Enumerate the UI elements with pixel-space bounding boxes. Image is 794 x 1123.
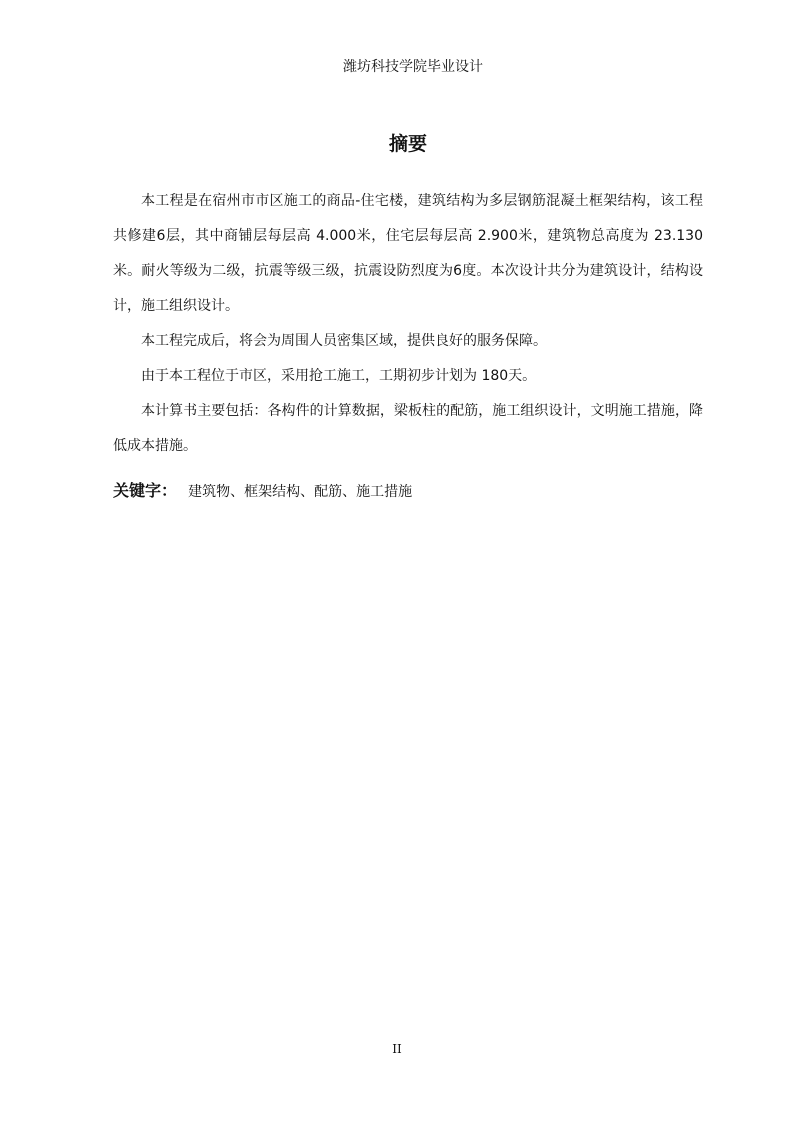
running-header: 潍坊科技学院毕业设计 bbox=[343, 59, 483, 75]
abstract-paragraph-3: 由于本工程位于市区，采用抢工施工，工期初步计划为 180天。 bbox=[141, 368, 537, 384]
abstract-paragraph-4: 本计算书主要包括：各构件的计算数据，梁板柱的配筋，施工组织设计，文明施工措施，降低成本措施。 bbox=[113, 403, 703, 454]
page-number: II bbox=[392, 1042, 402, 1056]
header-divider bbox=[113, 84, 713, 85]
abstract-title: 摘要 bbox=[388, 133, 427, 155]
abstract-paragraph-2: 本工程完成后，将会为周围人员密集区域，提供良好的服务保障。 bbox=[141, 333, 547, 349]
keywords-value: 建筑物、框架结构、配筋、施工措施 bbox=[188, 484, 413, 500]
abstract-paragraph-1: 本工程是在宿州市市区施工的商品-住宅楼，建筑结构为多层钢筋混凝土框架结构，该工程共修建6层，其中商铺层每层高 4.000米，住宅层每层高 2.900米，建筑物总高度为 23.130米。耐火等级为二级，抗震等级三级，抗震设防烈度为6度。本次设计共分为建筑设计，结构设计，施工组织设计。 bbox=[113, 193, 703, 314]
abstract-body bbox=[113, 184, 703, 464]
keywords-label: 关键字： bbox=[113, 481, 178, 500]
keywords-line bbox=[113, 477, 703, 505]
